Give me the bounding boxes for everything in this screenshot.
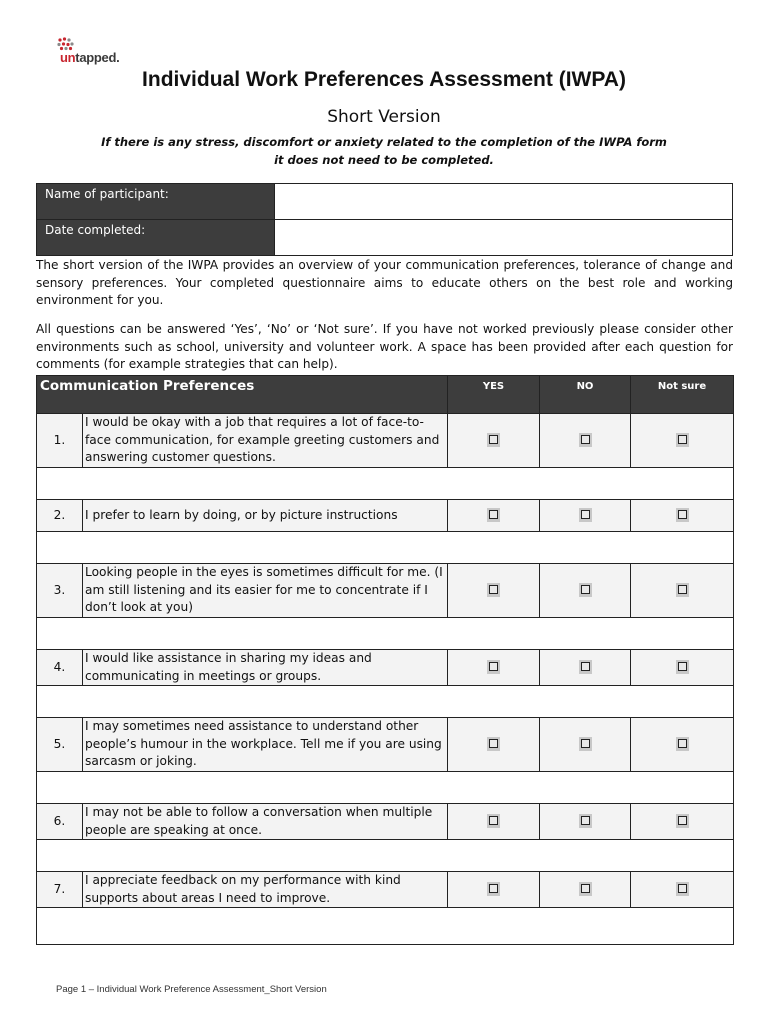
question-row-6 (37, 804, 734, 840)
comment-row-2 (37, 532, 734, 564)
question-text: I may not be able to follow a conversation when multiple people are speaking at once. (83, 804, 448, 840)
not-sure-checkbox[interactable] (676, 737, 689, 751)
yes-checkbox[interactable] (487, 814, 500, 828)
comment-row-7 (37, 908, 734, 945)
date-field[interactable] (275, 220, 733, 256)
not-sure-checkbox[interactable] (676, 882, 689, 896)
yes-checkbox[interactable] (487, 508, 500, 522)
not-sure-checkbox[interactable] (676, 583, 689, 597)
stress-note (0, 133, 768, 169)
name-field[interactable] (275, 184, 733, 220)
date-label: Date completed: (37, 220, 275, 256)
comment-field[interactable] (37, 772, 734, 804)
comment-row-4 (37, 686, 734, 718)
comment-row-1 (37, 468, 734, 500)
comment-field[interactable] (37, 840, 734, 872)
comment-field[interactable] (37, 532, 734, 564)
comment-row-5 (37, 772, 734, 804)
section-title: Communication Preferences (37, 376, 448, 414)
no-checkbox[interactable] (579, 814, 592, 828)
participant-info-table (36, 183, 733, 256)
question-row-7 (37, 872, 734, 908)
page-title: Individual Work Preferences Assessment (IWPA) (142, 68, 626, 91)
not-sure-checkbox[interactable] (676, 660, 689, 674)
stress-note-line-2: it does not need to be completed. (274, 153, 494, 167)
question-row-1 (37, 414, 734, 468)
logo-text-rest: tapped. (75, 50, 120, 65)
question-row-2 (37, 500, 734, 532)
intro-paragraph-1: The short version of the IWPA provides an overview of your communication preferences, tolerance of change and sensory preferences. Your completed questionnaire aims to educate others on the best role and working environment for you. (36, 258, 733, 307)
comment-row-3 (37, 618, 734, 650)
no-checkbox[interactable] (579, 737, 592, 751)
page-footer: Page 1 – Individual Work Preference Assessment_Short Version (56, 984, 327, 995)
yes-checkbox[interactable] (487, 737, 500, 751)
question-number: 7. (37, 872, 83, 908)
not-sure-checkbox[interactable] (676, 508, 689, 522)
logo-text-accent: un (60, 50, 76, 65)
question-number: 6. (37, 804, 83, 840)
question-number: 2. (37, 500, 83, 532)
comment-field[interactable] (37, 686, 734, 718)
comment-field[interactable] (37, 468, 734, 500)
no-checkbox[interactable] (579, 882, 592, 896)
no-checkbox[interactable] (579, 660, 592, 674)
yes-checkbox[interactable] (487, 433, 500, 447)
yes-checkbox[interactable] (487, 882, 500, 896)
no-checkbox[interactable] (579, 508, 592, 522)
not-sure-checkbox[interactable] (676, 433, 689, 447)
col-yes-header: YES (448, 376, 540, 414)
col-no-header: NO (540, 376, 631, 414)
name-label: Name of participant: (37, 184, 275, 220)
question-text: I appreciate feedback on my performance with kind supports about areas I need to improve. (83, 872, 448, 908)
comment-row-6 (37, 840, 734, 872)
comment-field[interactable] (37, 618, 734, 650)
page-subtitle: Short Version (327, 107, 441, 127)
question-number: 5. (37, 718, 83, 772)
no-checkbox[interactable] (579, 583, 592, 597)
question-number: 1. (37, 414, 83, 468)
question-row-5 (37, 718, 734, 772)
untapped-logo (56, 36, 156, 66)
question-text: I would be okay with a job that requires a lot of face-to-face communication, for example greeting customers and answering customer questions. (83, 414, 448, 468)
col-not-sure-header: Not sure (631, 376, 734, 414)
logo-wordmark (60, 50, 119, 65)
not-sure-checkbox[interactable] (676, 814, 689, 828)
question-number: 4. (37, 650, 83, 686)
question-row-4 (37, 650, 734, 686)
question-row-3 (37, 564, 734, 618)
question-text: I prefer to learn by doing, or by picture instructions (83, 500, 448, 532)
yes-checkbox[interactable] (487, 660, 500, 674)
communication-preferences-table (36, 375, 734, 945)
stress-note-line-1: If there is any stress, discomfort or anxiety related to the completion of the IWPA form (101, 135, 667, 149)
intro-paragraph-2: All questions can be answered ‘Yes’, ‘No’ or ‘Not sure’. If you have not worked previously please consider other environments such as school, university and volunteer work. A space has been provided after each question for comments (for example strategies that can help). (36, 322, 733, 371)
question-text: I would like assistance in sharing my ideas and communicating in meetings or groups. (83, 650, 448, 686)
question-text: I may sometimes need assistance to understand other people’s humour in the workplace. Tell me if you are using sarcasm or joking. (83, 718, 448, 772)
comment-field[interactable] (37, 908, 734, 945)
yes-checkbox[interactable] (487, 583, 500, 597)
questions-body (37, 414, 734, 945)
no-checkbox[interactable] (579, 433, 592, 447)
question-number: 3. (37, 564, 83, 618)
question-text: Looking people in the eyes is sometimes difficult for me. (I am still listening and its easier for me to concentrate if I don’t look at you) (83, 564, 448, 618)
